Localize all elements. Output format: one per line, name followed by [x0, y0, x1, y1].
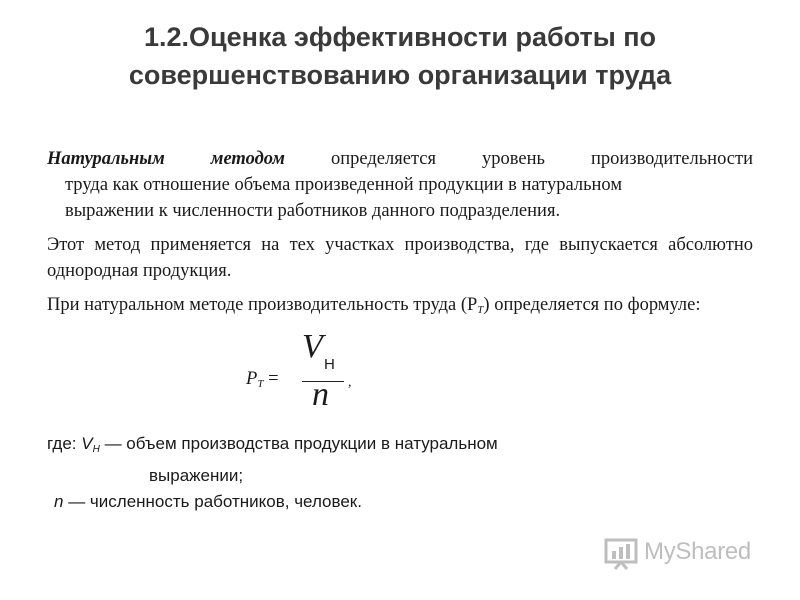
where-line3 — [47, 489, 667, 515]
paragraph1-line2: труда как отношение объема произведенной продукции в натуральном — [65, 175, 623, 195]
where-n-symbol: n — [54, 492, 64, 511]
formula-denominator: n — [312, 376, 329, 413]
paragraph3-before: При натуральном методе производительность труда (Р — [47, 295, 478, 315]
variable-definitions — [47, 431, 667, 515]
myshared-logo-text: MyShared — [644, 538, 751, 565]
formula-numerator: V — [302, 328, 323, 365]
paragraph1-line1 — [47, 146, 753, 172]
paragraph-natural-method — [47, 146, 753, 224]
slide-title-line1: 1.2.Оценка эффективности работы по — [143, 22, 657, 52]
slide-title — [60, 18, 740, 94]
where-v-desc-line1: — объем производства продукции в натуральном — [99, 434, 498, 453]
formula-equals: = — [263, 369, 279, 389]
where-v-subscript: Н — [92, 444, 100, 455]
where-v-symbol: V — [81, 434, 93, 453]
paragraph3-after: ) определяется по формуле: — [483, 295, 701, 315]
formula-numerator-subscript: Н — [324, 356, 335, 373]
formula-lhs-subscript: T — [257, 378, 264, 390]
where-prefix: где: — [47, 434, 82, 453]
formula-lhs-symbol: P — [246, 369, 258, 389]
productivity-formula — [246, 328, 386, 416]
myshared-watermark — [604, 536, 774, 572]
paragraph-method-applicability: Этот метод применяется на тех участках производства, где выпускается абсолютно однородная продукция. — [47, 235, 753, 281]
where-v-desc-line2: выражении; — [149, 466, 244, 485]
slide-title-line2: совершенствованию организации труда — [128, 60, 672, 90]
paragraph3-subscript: Т — [477, 304, 484, 316]
paragraph1-line3: выражении к численности работников данного подразделения. — [65, 201, 561, 221]
where-line1 — [47, 434, 498, 453]
myshared-logo-icon — [604, 536, 640, 570]
paragraph-formula-intro — [47, 292, 753, 323]
formula-trailing-comma: , — [348, 375, 352, 390]
formula-lhs — [246, 369, 279, 390]
paragraph1-line1-rest: определяется уровень производительности — [284, 149, 753, 169]
term-natural-method: Натуральным методом — [47, 149, 285, 169]
where-n-desc: — численность работников, человек. — [63, 492, 362, 511]
